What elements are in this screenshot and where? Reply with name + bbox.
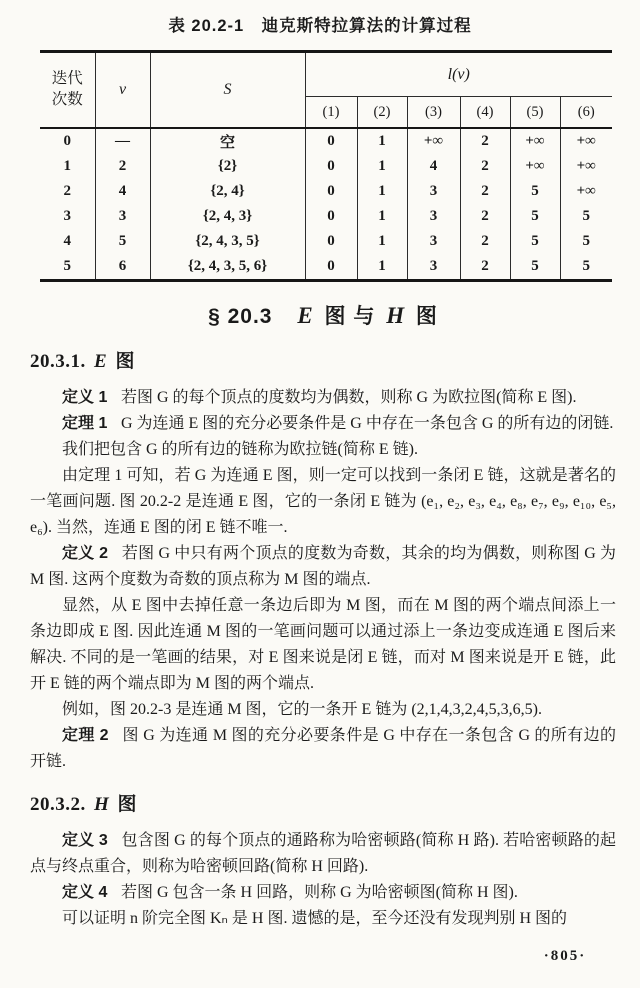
table-cell: 5 (95, 229, 150, 254)
paragraph (30, 411, 616, 437)
table-cell: 0 (305, 254, 357, 281)
table-cell: 4 (95, 179, 150, 204)
dijkstra-table (40, 50, 612, 282)
table-title: 表 20.2-1 迪克斯特拉算法的计算过程 (168, 17, 472, 35)
table-cell: 3 (407, 204, 460, 229)
table-cell: 5 (510, 229, 560, 254)
table-header-lv: l(v) (305, 52, 612, 97)
table-cell: 5 (40, 254, 95, 281)
table-cell: 1 (357, 204, 407, 229)
table-cell: 3 (407, 179, 460, 204)
table-header-iteration (40, 52, 95, 129)
table-subcol-3: (3) (407, 97, 460, 129)
table-subcol-6: (6) (577, 103, 595, 120)
paragraph-text: 若图 G 中只有两个顶点的度数为奇数，其余的均为偶数，则称图 G 为 M 图. 这两个度数为奇数的顶点称为 M 图的端点. (30, 545, 616, 588)
paragraph-text: 我们把包含 G 的所有边的链称为欧拉链(简称 E 链). (62, 441, 418, 458)
table-cell: 5 (510, 254, 560, 281)
subsection-word: 图 (115, 351, 135, 372)
table-cell: 1 (357, 229, 407, 254)
table-cell: 5 (510, 204, 560, 229)
table-cell: 2 (460, 154, 510, 179)
table-cell: {2, 4, 3, 5} (150, 229, 305, 254)
paragraph-text: 例如，图 20.2-3 是连通 M 图，它的一条开 E 链为 (2,1,4,3,2,4,5,3,6,5). (62, 701, 542, 718)
table-cell: +∞ (576, 158, 596, 174)
table-cell: 2 (460, 128, 510, 154)
paragraph (30, 697, 616, 723)
page-number: ·805· (543, 948, 587, 964)
subsection-heading-e (30, 346, 616, 373)
table-subcol-4: (4) (460, 97, 510, 129)
table-row (40, 229, 612, 254)
table-cell: 3 (407, 229, 460, 254)
table-header-iteration-line2: 次数 (51, 91, 83, 108)
table-header-v: v (95, 52, 150, 129)
table-cell: 2 (460, 254, 510, 281)
table-row (40, 204, 612, 229)
table-cell: 1 (40, 154, 95, 179)
section-title-mid: 图 与 (324, 305, 376, 328)
subsection-number: 20.3.2. (30, 794, 86, 815)
section-title-tail: 图 (415, 305, 438, 328)
table-cell: — (95, 128, 150, 154)
subsection-heading-h (30, 789, 616, 816)
paragraph (30, 463, 616, 541)
paragraph-text: G 为连通 E 图的充分必要条件是 G 中存在一条包含 G 的所有边的闭链. (120, 415, 614, 432)
paragraph (30, 906, 616, 932)
table-cell: 0 (305, 154, 357, 179)
table-cell: 2 (460, 204, 510, 229)
paragraph (30, 593, 616, 697)
table-cell: 5 (582, 208, 590, 224)
table-cell: 5 (510, 179, 560, 204)
paragraph-label: 定义 1 (62, 389, 108, 406)
section-letter-e: E (297, 303, 314, 328)
table-cell: 2 (460, 179, 510, 204)
paragraph (30, 541, 616, 593)
table-header-row (40, 52, 612, 97)
paragraph-text: 图 G 为连通 M 图的充分必要条件是 G 中存在一条包含 G 的所有边的开链. (30, 727, 616, 770)
table-cell: 3 (407, 254, 460, 281)
table-cell: 1 (357, 179, 407, 204)
table-cell: 4 (407, 154, 460, 179)
table-row (40, 128, 612, 154)
table-cell: 3 (40, 204, 95, 229)
table-row (40, 179, 612, 204)
paragraph (30, 828, 616, 880)
table-cell: 5 (582, 233, 590, 249)
text-content (30, 300, 616, 932)
table-cell: 0 (305, 179, 357, 204)
table-cell: 3 (95, 204, 150, 229)
table-subcol-2: (2) (357, 97, 407, 129)
paragraph (30, 880, 616, 906)
subsection-letter: E (94, 351, 108, 372)
paragraph-label: 定理 2 (62, 727, 109, 744)
paragraph-label: 定义 4 (62, 884, 108, 901)
table-header-s: S (150, 52, 305, 129)
table-cell: +∞ (576, 183, 596, 199)
table-cell: {2, 4, 3} (150, 204, 305, 229)
paragraph-text: 若图 G 包含一条 H 回路，则称 G 为哈密顿图(简称 H 图). (120, 884, 518, 901)
table-cell: 1 (357, 154, 407, 179)
table-cell: 0 (40, 128, 95, 154)
table-cell: 5 (582, 258, 590, 274)
table-cell: 1 (357, 128, 407, 154)
paragraph-text: 可以证明 n 阶完全图 Kₙ 是 H 图. 遗憾的是，至今还没有发现判别 H 图的 (62, 910, 568, 927)
paragraph-text: 显然，从 E 图中去掉任意一条边后即为 M 图，而在 M 图的两个端点间添上一条边即成 E 图. 因此连通 M 图的一笔画问题可以通过添上一条边变成连通 E 图后来解决. 不同的是一笔画的结果，对 E 图来说是闭 E 链，而对 M 图来说是开 E 链，此开 E 链的两个端点即为 M 图的两个端点. (30, 597, 616, 692)
paragraph-label: 定义 2 (62, 545, 109, 562)
paragraph (30, 385, 616, 411)
table-subcol-5: (5) (510, 97, 560, 129)
table-cell: 6 (95, 254, 150, 281)
table-cell: +∞ (407, 128, 460, 154)
table-row (40, 254, 612, 281)
table-cell: +∞ (510, 154, 560, 179)
paragraph-label: 定义 3 (62, 832, 108, 849)
table-cell: 4 (40, 229, 95, 254)
section-heading (30, 300, 616, 330)
table-cell: 空 (150, 128, 305, 154)
table-row (40, 154, 612, 179)
table-cell: {2, 4} (150, 179, 305, 204)
section-letter-h: H (386, 303, 406, 328)
paragraph (30, 437, 616, 463)
table-cell: +∞ (576, 133, 596, 149)
table-cell: +∞ (510, 128, 560, 154)
section-number: § 20.3 (208, 305, 273, 328)
subsection-number: 20.3.1. (30, 351, 86, 372)
table-header-iteration-line1: 迭代 (51, 70, 83, 88)
table-cell: {2, 4, 3, 5, 6} (150, 254, 305, 281)
table-subcol-1: (1) (305, 97, 357, 129)
paragraph-text: 包含图 G 的每个顶点的通路称为哈密顿路(简称 H 路). 若哈密顿路的起点与终点重合，则称为哈密顿回路(简称 H 回路). (30, 832, 616, 875)
subsection-letter: H (94, 794, 110, 815)
table-cell: 0 (305, 229, 357, 254)
table-cell: 0 (305, 128, 357, 154)
table-cell: 1 (357, 254, 407, 281)
table-cell: 0 (305, 204, 357, 229)
table-cell: 2 (460, 229, 510, 254)
paragraph-text: 由定理 1 可知，若 G 为连通 E 图，则一定可以找到一条闭 E 链，这就是著名的一笔画问题. 图 20.2-2 是连通 E 图，它的一条闭 E 链为 (e₁, e₂, e₃, e₄, e₈, e₇, e₉, e₁₀, e₅, e₆). 当然，连通 E 图的闭 E 链不唯一. (30, 467, 616, 536)
paragraph (30, 723, 616, 775)
paragraph-label: 定理 1 (62, 415, 108, 432)
paragraph-text: 若图 G 的每个顶点的度数均为偶数，则称 G 为欧拉图(简称 E 图). (120, 389, 577, 406)
subsection-word: 图 (117, 794, 138, 815)
table-cell: {2} (150, 154, 305, 179)
table-cell: 2 (40, 179, 95, 204)
table-cell: 2 (95, 154, 150, 179)
